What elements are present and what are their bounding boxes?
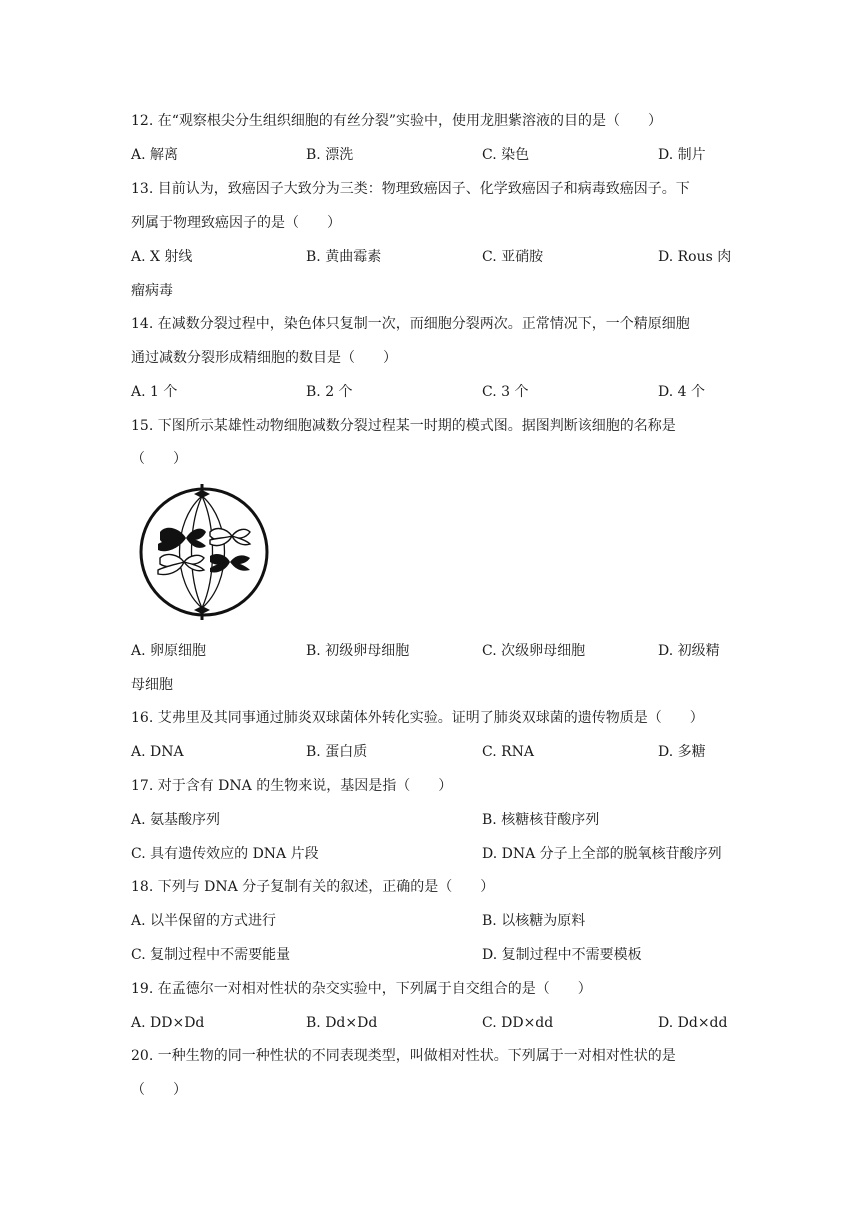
q13-option-b: B. 黄曲霉素 bbox=[306, 249, 382, 265]
q14-option-a: A. 1 个 bbox=[131, 384, 178, 400]
q15-option-a: A. 卵原细胞 bbox=[131, 643, 207, 659]
chromosome-lower-right bbox=[210, 554, 250, 573]
question-15-stem-line2: （ ） bbox=[131, 451, 187, 467]
spindle-fibers bbox=[180, 496, 225, 608]
q17-option-d: D. DNA 分子上全部的脱氧核苷酸序列 bbox=[482, 846, 722, 862]
q19-option-d: D. Dd×dd bbox=[658, 1015, 728, 1031]
question-12-stem: 12. 在“观察根尖分生组织细胞的有丝分裂”实验中，使用龙胆紫溶液的目的是（ ） bbox=[131, 113, 663, 129]
q16-option-d: D. 多糖 bbox=[658, 744, 706, 760]
q14-option-d: D. 4 个 bbox=[658, 384, 705, 400]
q13-option-d: D. Rous 肉 bbox=[658, 249, 732, 265]
q13-option-d-wrap: 瘤病毒 bbox=[131, 283, 173, 299]
meiosis-cell-diagram bbox=[136, 482, 272, 624]
question-14-stem-line1: 14. 在减数分裂过程中，染色体只复制一次，而细胞分裂两次。正常情况下，一个精原细胞 bbox=[131, 316, 690, 332]
q12-option-c: C. 染色 bbox=[482, 147, 530, 163]
q15-option-d: D. 初级精 bbox=[658, 643, 720, 659]
q18-option-c: C. 复制过程中不需要能量 bbox=[131, 947, 291, 963]
question-14-stem-line2: 通过减数分裂形成精细胞的数目是（ ） bbox=[131, 350, 397, 366]
q18-option-d: D. 复制过程中不需要模板 bbox=[482, 947, 642, 963]
q17-option-c: C. 具有遗传效应的 DNA 片段 bbox=[131, 846, 319, 862]
chromosome-upper-right bbox=[210, 529, 250, 546]
q15-option-c: C. 次级卵母细胞 bbox=[482, 643, 586, 659]
q12-option-d: D. 制片 bbox=[658, 147, 706, 163]
q18-option-b: B. 以核糖为原料 bbox=[482, 913, 586, 929]
question-15-stem-line1: 15. 下图所示某雄性动物细胞减数分裂过程某一时期的模式图。据图判断该细胞的名称是 bbox=[131, 418, 676, 434]
q17-option-a: A. 氨基酸序列 bbox=[131, 812, 221, 828]
q19-option-a: A. DD×Dd bbox=[131, 1015, 205, 1031]
q16-option-c: C. RNA bbox=[482, 744, 535, 760]
question-13-stem-line1: 13. 目前认为，致癌因子大致分为三类：物理致癌因子、化学致癌因子和病毒致癌因子。下 bbox=[131, 181, 690, 197]
q14-option-b: B. 2 个 bbox=[306, 384, 353, 400]
q19-option-b: B. Dd×Dd bbox=[306, 1015, 378, 1031]
centriole-bottom bbox=[194, 606, 210, 620]
question-17-stem: 17. 对于含有 DNA 的生物来说，基因是指（ ） bbox=[131, 778, 453, 794]
question-19-stem: 19. 在孟德尔一对相对性状的杂交实验中，下列属于自交组合的是（ ） bbox=[131, 981, 592, 997]
centriole-top bbox=[194, 484, 210, 498]
q12-option-a: A. 解离 bbox=[131, 147, 179, 163]
q13-option-a: A. X 射线 bbox=[131, 249, 193, 265]
q15-option-d-wrap: 母细胞 bbox=[131, 677, 173, 693]
q15-option-b: B. 初级卵母细胞 bbox=[306, 643, 410, 659]
q19-option-c: C. DD×dd bbox=[482, 1015, 554, 1031]
q13-option-c: C. 亚硝胺 bbox=[482, 249, 544, 265]
q16-option-b: B. 蛋白质 bbox=[306, 744, 368, 760]
question-20-stem-line1: 20. 一种生物的同一种性状的不同表现类型，叫做相对性状。下列属于一对相对性状的是 bbox=[131, 1048, 676, 1064]
q14-option-c: C. 3 个 bbox=[482, 384, 529, 400]
question-16-stem: 16. 艾弗里及其同事通过肺炎双球菌体外转化实验。证明了肺炎双球菌的遗传物质是（ ） bbox=[131, 710, 704, 726]
question-18-stem: 18. 下列与 DNA 分子复制有关的叙述，正确的是（ ） bbox=[131, 879, 495, 895]
q17-option-b: B. 核糖核苷酸序列 bbox=[482, 812, 600, 828]
q12-option-b: B. 漂洗 bbox=[306, 147, 354, 163]
question-13-stem-line2: 列属于物理致癌因子的是（ ） bbox=[131, 215, 341, 231]
q16-option-a: A. DNA bbox=[131, 744, 184, 760]
question-20-stem-line2: （ ） bbox=[131, 1082, 187, 1098]
cell-membrane bbox=[141, 489, 267, 615]
q18-option-a: A. 以半保留的方式进行 bbox=[131, 913, 277, 929]
